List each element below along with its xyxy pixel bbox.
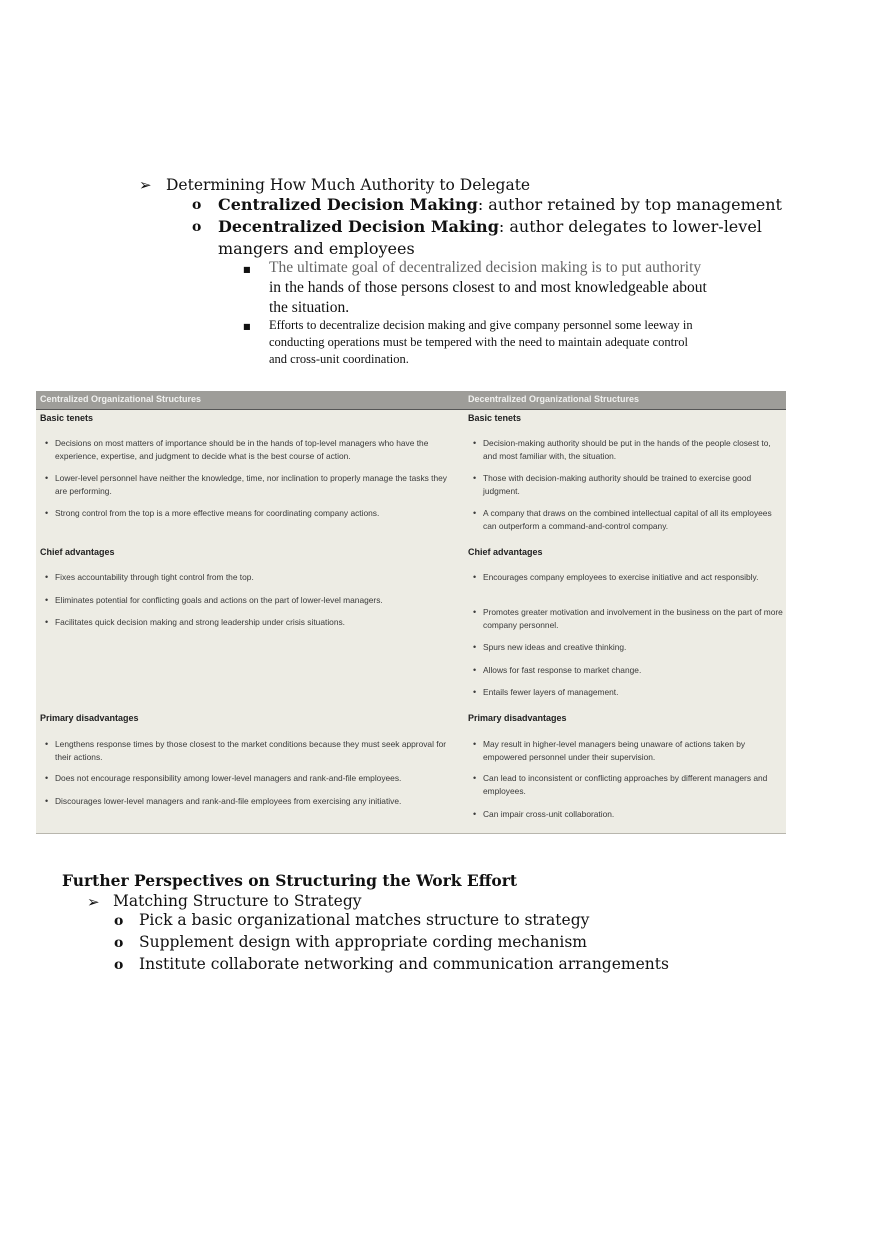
list-item: • Lower-level personnel have neither the knowledge, time, nor inclination to properly manage the tasks they are performing. (55, 472, 460, 497)
sub2-line3: and cross-unit coordination. (269, 352, 409, 366)
right-advantages-title: Chief advantages (468, 547, 543, 557)
list-item: • May result in higher-level managers being unaware of actions taken by empowered personnel under their supervision. (483, 738, 783, 763)
centralized-definition (218, 195, 782, 214)
list-item: • Does not encourage responsibility among lower-level managers and rank-and-file employees. (55, 772, 465, 785)
decentralized-definition (218, 217, 762, 236)
list-item: • Encourages company employees to exercise initiative and act responsibly. (483, 571, 783, 584)
list-item: • Decision-making authority should be put in the hands of the people closest to, and most familiar with, the situation. (483, 437, 783, 462)
list-item: • Strong control from the top is a more effective means for coordinating company actions. (55, 507, 460, 520)
circle-bullet-icon: o (192, 219, 202, 235)
sub1-line3: the situation. (269, 299, 350, 316)
table-header (36, 391, 786, 409)
further-sub-item: Pick a basic organizational matches structure to strategy (139, 911, 590, 929)
list-item: • Fixes accountability through tight control from the top. (55, 571, 460, 584)
list-item: • Decisions on most matters of importance should be in the hands of top-level managers who have the experience, expertise, and judgment to decide what is the best course of action. (55, 437, 460, 462)
left-disadvantages-title: Primary disadvantages (40, 713, 139, 723)
list-item: • Lengthens response times by those closest to the market conditions because they must seek approval for their actions. (55, 738, 460, 763)
circle-bullet-icon: o (114, 913, 124, 929)
further-sub-item: Institute collaborate networking and communication arrangements (139, 955, 669, 973)
list-item: • Allows for fast response to market change. (483, 664, 783, 677)
arrow-bullet-icon: ➢ (87, 893, 100, 911)
list-item: • Those with decision-making authority should be trained to exercise good judgment. (483, 472, 783, 497)
list-item: • Spurs new ideas and creative thinking. (483, 641, 783, 654)
circle-bullet-icon: o (114, 935, 124, 951)
centralized-term: Centralized Decision Making (218, 195, 478, 214)
decentralized-term: Decentralized Decision Making (218, 217, 499, 236)
square-bullet-icon: ■ (243, 265, 251, 274)
left-basic-title: Basic tenets (40, 413, 94, 423)
circle-bullet-icon: o (114, 957, 124, 973)
left-advantages-title: Chief advantages (40, 547, 115, 557)
sub2-line2: conducting operations must be tempered with the need to maintain adequate control (269, 335, 688, 349)
right-disadvantages-title: Primary disadvantages (468, 713, 567, 723)
arrow-bullet-icon: ➢ (139, 176, 152, 194)
sub2-line1: Efforts to decentralize decision making and give company personnel some leeway in (269, 318, 693, 332)
right-basic-title: Basic tenets (468, 413, 522, 423)
list-item: • Can impair cross-unit collaboration. (483, 808, 783, 821)
list-item: • Can lead to inconsistent or conflicting approaches by different managers and employees. (483, 772, 783, 797)
list-item: • Facilitates quick decision making and strong leadership under crisis situations. (55, 616, 460, 629)
outline-item-matching: Matching Structure to Strategy (113, 892, 362, 910)
sub1-line2: in the hands of those persons closest to and most knowledgeable about (269, 279, 707, 296)
further-sub-item: Supplement design with appropriate cording mechanism (139, 933, 587, 951)
outline-item-authority: Determining How Much Authority to Delegate (166, 176, 531, 194)
decentralized-rest: : author delegates to lower-level (498, 217, 762, 236)
sub1-line1: The ultimate goal of decentralized decision making is to put authority (269, 259, 702, 276)
list-item: • Discourages lower-level managers and rank-and-file employees from exercising any initiative. (55, 795, 465, 808)
list-item: • Entails fewer layers of management. (483, 686, 783, 699)
list-item: • A company that draws on the combined intellectual capital of all its employees can outperform a command-and-control company. (483, 507, 783, 532)
list-item: • Promotes greater motivation and involvement in the business on the part of more company personnel. (483, 606, 783, 631)
right-column-header: Decentralized Organizational Structures (468, 394, 640, 404)
square-bullet-icon: ■ (243, 322, 251, 331)
decentralized-continuation: mangers and employees (218, 239, 415, 258)
centralized-rest: : author retained by top management (477, 195, 782, 214)
left-column-header: Centralized Organizational Structures (40, 394, 202, 404)
section-heading: Further Perspectives on Structuring the Work Effort (62, 871, 518, 890)
list-item: • Eliminates potential for conflicting goals and actions on the part of lower-level managers. (55, 594, 460, 607)
centralized-vs-decentralized-table (36, 391, 786, 834)
circle-bullet-icon: o (192, 197, 202, 213)
header-rule (36, 409, 786, 410)
